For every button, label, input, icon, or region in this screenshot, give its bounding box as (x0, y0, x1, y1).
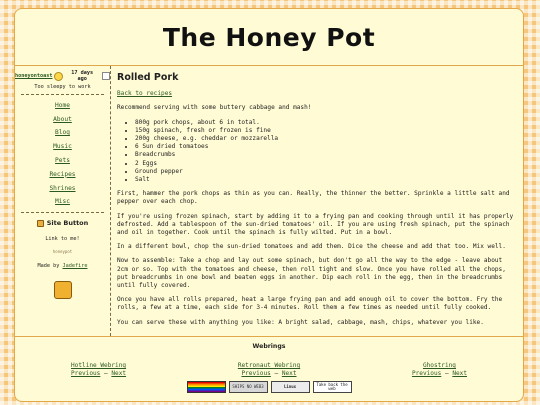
nav-recipes[interactable]: Recipes (49, 170, 76, 178)
made-by (15, 263, 110, 269)
no-web3-badge[interactable]: SHIPS NO WEB3 (229, 381, 268, 393)
pride-flag-badge[interactable] (187, 381, 226, 393)
take-back-the-web-badge[interactable]: Take back the web (313, 381, 352, 393)
ingredient-item: • Ground pepper (135, 168, 515, 176)
badge-buttons (15, 381, 523, 393)
link-to-me-text: Link to me! (45, 236, 80, 243)
main-content (111, 66, 523, 336)
ingredient-item: • 6 Sun dried tomatoes (135, 143, 515, 151)
site-button-heading (15, 219, 110, 227)
back-to-recipes-link[interactable]: Back to recipes (117, 90, 173, 98)
webring-next-link[interactable]: Next (281, 370, 297, 377)
status-message: Too sleepy to work (34, 84, 91, 90)
webring-separator: – (444, 370, 449, 377)
recipe-step: You can serve these with anything you like: A bright salad, cabbage, mash, chips, whatever you like. (117, 318, 484, 326)
recipe-step: First, hammer the pork chops as thin as you can. Really, the thinner the better. Sprinkle a little salt and pepper over each chop. (117, 190, 510, 206)
ingredients-list (117, 119, 515, 185)
ingredient-item: • Breadcrumbs (135, 151, 515, 159)
site-button-image[interactable] (44, 246, 82, 257)
recipe-title: Rolled Pork (117, 72, 179, 83)
webring-separator: – (274, 370, 279, 377)
recipe-step: If you're using frozen spinach, start by adding it to a frying pan and cooking through until it has properly defrosted. Add a tablespoon of the sun-dried tomatoes' oil. If you are using fresh spinach, put the spinach and oil in together. Cook until the spinach is fully wilted. Put in a bowl. (117, 212, 514, 237)
webring-name-link[interactable]: Hotline Webring (71, 362, 127, 369)
divider (21, 212, 104, 213)
nav-about[interactable]: About (53, 115, 72, 123)
nav-shrines[interactable]: Shrines (49, 184, 76, 192)
honey-icon (37, 220, 44, 227)
webring-previous-link[interactable]: Previous (241, 370, 271, 377)
ingredient-item: • 2 Eggs (135, 160, 515, 168)
status-time: 17 days ago (71, 70, 94, 82)
nav-music[interactable]: Music (53, 143, 72, 151)
webring-previous-link[interactable]: Previous (71, 370, 101, 377)
webring-name-link[interactable]: Retronaut Webring (237, 362, 301, 369)
page-container (14, 8, 524, 402)
recipe-intro: Recommend serving with some buttery cabbage and mash! (117, 104, 312, 112)
webring-separator: – (104, 370, 108, 377)
recipe-step: In a different bowl, chop the sun-dried tomatoes and add them. Dice the cheese and add that too. Mix well. (117, 243, 506, 251)
nav-misc[interactable]: Misc (55, 198, 70, 206)
sidebar-nav (15, 102, 110, 206)
avatar-icon (102, 72, 110, 80)
webrings-list (15, 362, 523, 377)
site-button-title: Site Button (46, 219, 89, 228)
status-user-link[interactable]: honeyontoast (15, 73, 53, 79)
nav-blog[interactable]: Blog (55, 129, 70, 137)
webring-name-link[interactable]: Ghostring (422, 362, 456, 369)
nav-home[interactable]: Home (55, 101, 70, 109)
ingredient-item: • 800g pork chops, about 6 in total. (135, 119, 515, 127)
ingredient-item: • 150g spinach, fresh or frozen is fine (135, 127, 515, 135)
made-by-prefix: Made by (37, 263, 60, 270)
header (15, 9, 523, 66)
site-title: The Honey Pot (162, 22, 376, 52)
smiley-face-icon (54, 72, 63, 81)
recipe-step: Once you have all rolls prepared, heat a large frying pan and add enough oil to cover the bottom. Fry the rolls, a few at a time, each side for 3-4 minutes. Roll them a few times as needed until fully cooked. (117, 296, 503, 312)
webring-ghostring (412, 362, 467, 377)
honey-jar-icon (54, 281, 72, 299)
webring-next-link[interactable]: Next (452, 370, 467, 377)
webring-next-link[interactable]: Next (111, 370, 127, 377)
ingredient-item: • 200g cheese, e.g. cheddar or mozzarella (135, 135, 515, 143)
site-button-label: honeypot (52, 249, 73, 255)
webring-hotline (71, 362, 126, 377)
linux-badge[interactable]: Linux (271, 381, 310, 393)
ingredient-item: • Salt (135, 176, 515, 184)
recipe-step: Now to assemble: Take a chop and lay out some spinach, but don't go all the way to the edge - leave about 2cm or so. Top with the tomatoes and cheese, then roll tight and slow. Once you have rolled all the chops, put breadcrumbs in one bowl and beaten eggs in another. Dip each roll in the egg, then in the breadcrumbs until fully covered. (117, 257, 506, 290)
webring-previous-link[interactable]: Previous (411, 370, 442, 377)
webrings-title: Webrings (252, 343, 286, 350)
made-by-link[interactable]: Jadefire (62, 263, 88, 270)
sidebar (15, 66, 111, 336)
nav-pets[interactable]: Pets (55, 156, 70, 164)
divider (21, 94, 104, 95)
status-row (15, 70, 110, 82)
webring-retronaut (238, 362, 300, 377)
footer (15, 336, 523, 393)
